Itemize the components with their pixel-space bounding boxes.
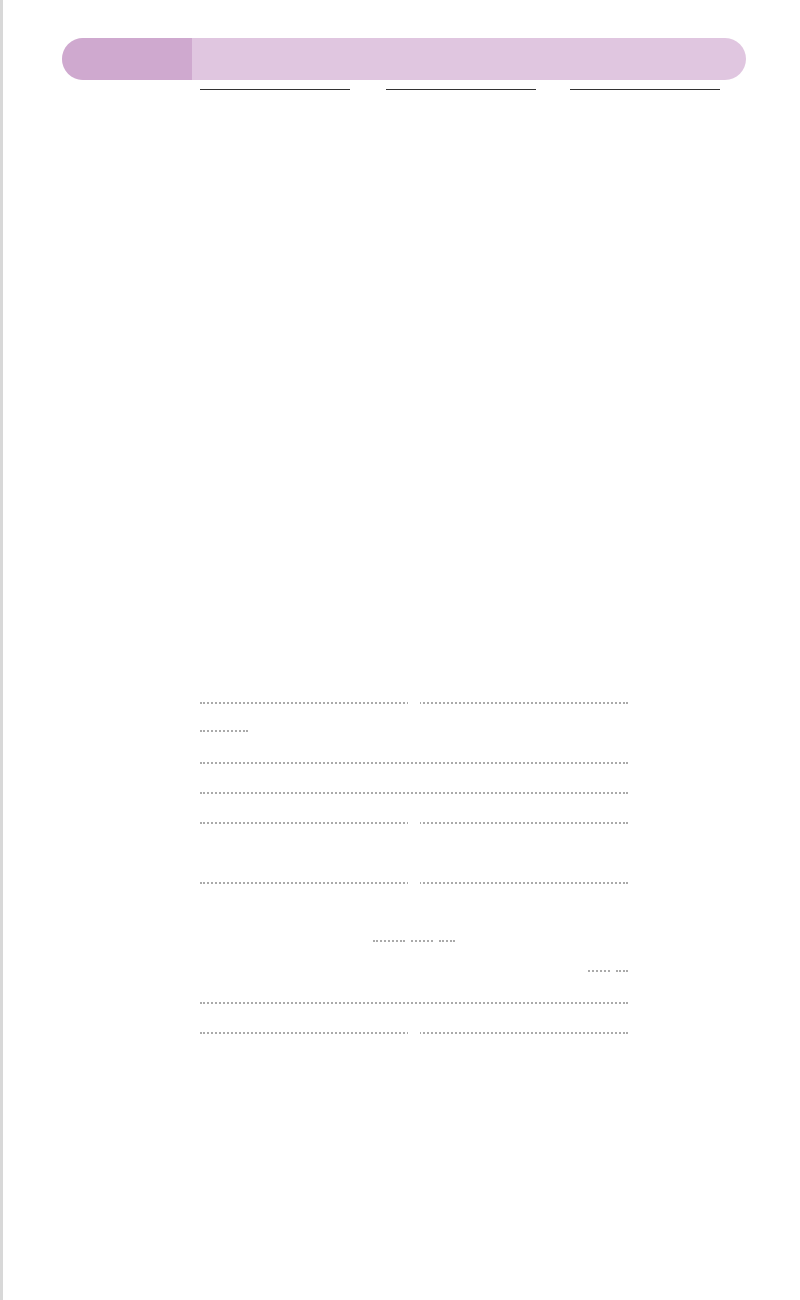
order-label (64, 716, 196, 746)
service-1 (200, 88, 350, 90)
order-row-sermon (0, 926, 800, 956)
order-label (64, 866, 196, 896)
order-label (64, 926, 196, 956)
order-label (64, 776, 196, 806)
service-3-leader (570, 88, 720, 90)
order-row-reading-2 (0, 836, 800, 866)
order-center (408, 690, 420, 711)
service-2 (386, 88, 536, 90)
order-row-offering (0, 1016, 800, 1046)
order-label (64, 986, 196, 1016)
order-row-news (0, 776, 800, 806)
anthem-1 (408, 870, 420, 891)
title-bar-cap (62, 38, 192, 80)
order-row-reading (0, 806, 800, 836)
order-row-praise (0, 746, 800, 776)
anthem-2 (408, 900, 420, 921)
order-row-hymn (0, 686, 800, 716)
reading-2 (408, 840, 420, 861)
order-row-sermon-2 (0, 956, 800, 986)
leaders-header (0, 88, 800, 140)
order-label (64, 806, 196, 836)
order-label (82, 1016, 196, 1046)
service-2-leader (386, 88, 536, 90)
reading-1 (408, 810, 420, 831)
order-label (64, 746, 196, 776)
order-center (408, 1020, 420, 1041)
service-3 (570, 88, 720, 90)
order-row-anthem (0, 866, 800, 896)
page-edge (0, 0, 3, 1300)
order-row-anthem-2 (0, 896, 800, 926)
order-row-prayer (0, 716, 800, 746)
order-row-prayer-2 (0, 986, 800, 1016)
order-label (64, 686, 196, 716)
service-1-leader (200, 88, 350, 90)
